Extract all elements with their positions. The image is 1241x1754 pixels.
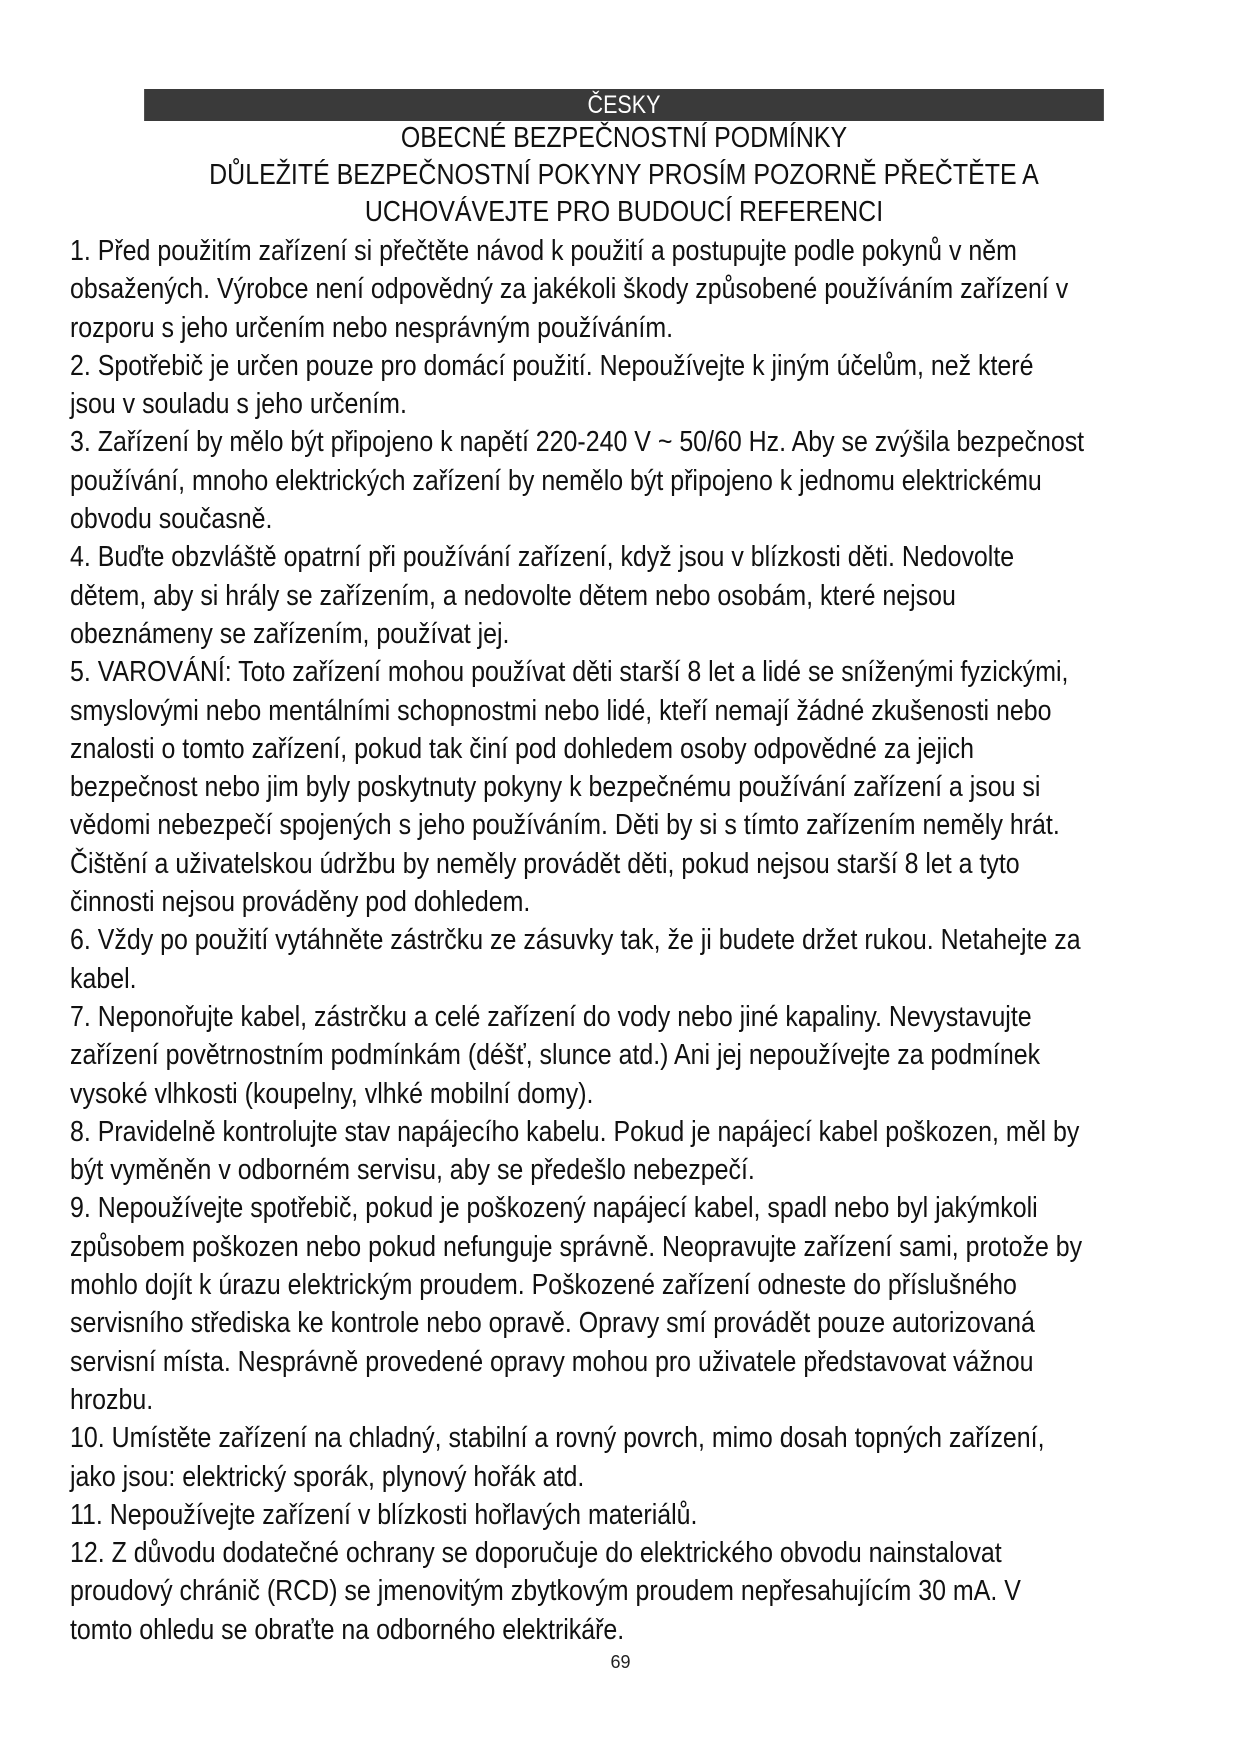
text-line: servisní místa. Nesprávně provedené opravy mohou pro uživatele představovat vážnou — [70, 1345, 1034, 1378]
text-line: proudový chránič (RCD) se jmenovitým zbytkovým proudem nepřesahujícím 30 mA. V — [70, 1575, 1021, 1608]
text-line: používání, mnoho elektrických zařízení by nemělo být připojeno k jednomu elektrickému — [70, 464, 1042, 497]
heading-line-2: DŮLEŽITÉ BEZPEČNOSTNÍ POKYNY PROSÍM POZORNĚ PŘEČTĚTE A — [209, 159, 1039, 191]
text-line: tomto ohledu se obraťte na odborného elektrikáře. — [70, 1613, 625, 1646]
text-line: jako jsou: elektrický sporák, plynový hořák atd. — [70, 1460, 585, 1493]
text-line: způsobem poškozen nebo pokud nefunguje správně. Neopravujte zařízení sami, protože by — [70, 1230, 1083, 1263]
text-line: hrozbu. — [70, 1383, 154, 1416]
text-line: 2. Spotřebič je určen pouze pro domácí použití. Nepoužívejte k jiným účelům, než které — [70, 349, 1034, 382]
text-line: bezpečnost nebo jim byly poskytnuty pokyny k bezpečnému používání zařízení a jsou si — [70, 771, 1041, 804]
text-line: jsou v souladu s jeho určením. — [70, 388, 407, 421]
heading-line-1: OBECNÉ BEZPEČNOSTNÍ PODMÍNKY — [400, 122, 848, 154]
text-line: rozporu s jeho určením nebo nesprávným používáním. — [70, 311, 674, 344]
text-line: vysoké vlhkosti (koupelny, vlhké mobilní domy). — [70, 1077, 594, 1110]
text-line: činnosti nejsou prováděny pod dohledem. — [70, 886, 531, 919]
text-line: 9. Nepoužívejte spotřebič, pokud je poškozený napájecí kabel, spadl nebo byl jakýmkoli — [70, 1192, 1038, 1225]
text-line: 6. Vždy po použití vytáhněte zástrčku ze zásuvky tak, že ji budete držet rukou. Netahejte za — [70, 924, 1081, 957]
text-line: dětem, aby si hrály se zařízením, a nedovolte dětem nebo osobám, které nejsou — [70, 579, 956, 612]
text-line: 4. Buďte obzvláště opatrní při používání zařízení, když jsou v blízkosti děti. Nedovolte — [70, 541, 1015, 574]
text-line: 5. VAROVÁNÍ: Toto zařízení mohou používat děti starší 8 let a lidé se sníženými fyzickými, — [70, 656, 1069, 689]
text-line: Čištění a uživatelskou údržbu by neměly provádět děti, pokud nejsou starší 8 let a tyto — [70, 847, 1020, 880]
text-line: 11. Nepoužívejte zařízení v blízkosti hořlavých materiálů. — [70, 1498, 698, 1531]
text-line: kabel. — [70, 962, 137, 995]
text-line: 8. Pravidelně kontrolujte stav napájecího kabelu. Pokud je napájecí kabel poškozen, měl by — [70, 1115, 1080, 1148]
text-line: být vyměněn v odborném servisu, aby se předešlo nebezpečí. — [70, 1154, 755, 1187]
heading-line-3: UCHOVÁVEJTE PRO BUDOUCÍ REFERENCI — [364, 196, 884, 228]
language-header-bar — [144, 89, 1104, 121]
safety-instructions-body — [70, 232, 1188, 1649]
page-number: 69 — [610, 1652, 631, 1672]
text-line: mohlo dojít k úrazu elektrickým proudem. Poškozené zařízení odneste do příslušného — [70, 1269, 1017, 1302]
text-line: 7. Neponořujte kabel, zástrčku a celé zařízení do vody nebo jiné kapaliny. Nevystavujte — [70, 1000, 1032, 1033]
text-line: 12. Z důvodu dodatečné ochrany se doporučuje do elektrického obvodu nainstalovat — [70, 1537, 1002, 1570]
text-line: zařízení povětrnostním podmínkám (déšť, slunce atd.) Ani jej nepoužívejte za podmínek — [70, 1039, 1041, 1072]
language-label: ČESKY — [587, 91, 661, 119]
text-line: servisního střediska ke kontrole nebo opravě. Opravy smí provádět pouze autorizovaná — [70, 1307, 1035, 1340]
text-line: obsažených. Výrobce není odpovědný za jakékoli škody způsobené používáním zařízení v — [70, 273, 1069, 306]
text-line: obeznámeny se zařízením, používat jej. — [70, 617, 510, 650]
text-line: znalosti o tomto zařízení, pokud tak činí pod dohledem osoby odpovědné za jejich — [70, 732, 974, 765]
text-line: 10. Umístěte zařízení na chladný, stabilní a rovný povrch, mimo dosah topných zařízení, — [70, 1422, 1045, 1455]
text-line: obvodu současně. — [70, 503, 273, 536]
text-line: smyslovými nebo mentálními schopnostmi nebo lidé, kteří nemají žádné zkušenosti nebo — [70, 694, 1052, 727]
section-heading — [66, 120, 1182, 231]
text-line: 3. Zařízení by mělo být připojeno k napětí 220-240 V ~ 50/60 Hz. Aby se zvýšila bezpečnost — [70, 426, 1085, 459]
text-line: 1. Před použitím zařízení si přečtěte návod k použití a postupujte podle pokynů v něm — [70, 235, 1017, 267]
text-line: vědomi nebezpečí spojených s jeho používáním. Děti by si s tímto zařízením neměly hrát. — [70, 809, 1060, 842]
